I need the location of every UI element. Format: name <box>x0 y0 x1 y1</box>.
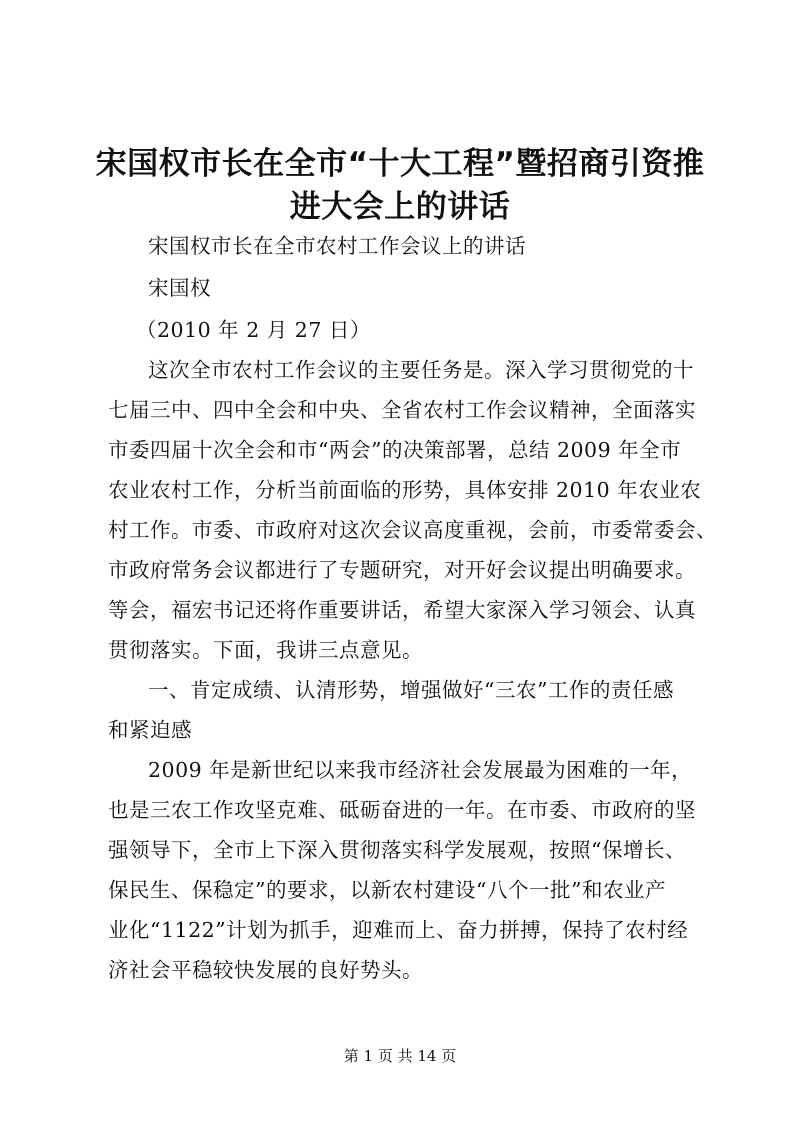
section-heading-line: 一、肯定成绩、认清形势，增强做好“三农”工作的责任感 <box>148 678 674 702</box>
paragraph-line: 强领导下，全市上下深入贯彻落实科学发展观，按照“保增长、 <box>108 838 686 862</box>
paragraph-line: 这次全市农村工作会议的主要任务是。深入学习贯彻党的十 <box>148 358 694 382</box>
speech-date: （2010 年 2 月 27 日） <box>136 318 371 342</box>
section-heading-line: 和紧迫感 <box>108 718 192 742</box>
paragraph-line: 业化“1122”计划为抓手，迎难而上、奋力拼搏，保持了农村经 <box>108 918 689 942</box>
paragraph-line: 等会，福宏书记还将作重要讲话，希望大家深入学习领会、认真 <box>108 598 696 622</box>
page-number-footer: 第 1 页 共 14 页 <box>343 1047 457 1065</box>
author-name: 宋国权 <box>148 276 211 300</box>
paragraph-line: 市委四届十次全会和市“两会”的决策部署，总结 2009 年全市 <box>108 438 682 462</box>
document-title-line-2: 进大会上的讲话 <box>289 189 511 225</box>
paragraph-line: 七届三中、四中全会和中央、全省农村工作会议精神，全面落实 <box>108 398 696 422</box>
paragraph-line: 保民生、保稳定”的要求，以新农村建设“八个一批”和农业产 <box>108 878 666 902</box>
paragraph-line: 贯彻落实。下面，我讲三点意见。 <box>108 638 423 662</box>
paragraph-line: 也是三农工作攻坚克难、砥砺奋进的一年。在市委、市政府的坚 <box>108 798 696 822</box>
paragraph-line: 2009 年是新世纪以来我市经济社会发展最为困难的一年， <box>148 758 693 782</box>
subtitle: 宋国权市长在全市农村工作会议上的讲话 <box>148 234 526 258</box>
paragraph-line: 市政府常务会议都进行了专题研究，对开好会议提出明确要求。 <box>108 558 696 582</box>
paragraph-line: 济社会平稳较快发展的良好势头。 <box>108 958 423 982</box>
document-title-line-1: 宋国权市长在全市“十大工程”暨招商引资推 <box>95 146 705 182</box>
paragraph-line: 农业农村工作，分析当前面临的形势，具体安排 2010 年农业农 <box>108 478 702 502</box>
paragraph-line: 村工作。市委、市政府对这次会议高度重视，会前，市委常委会、 <box>108 518 717 542</box>
